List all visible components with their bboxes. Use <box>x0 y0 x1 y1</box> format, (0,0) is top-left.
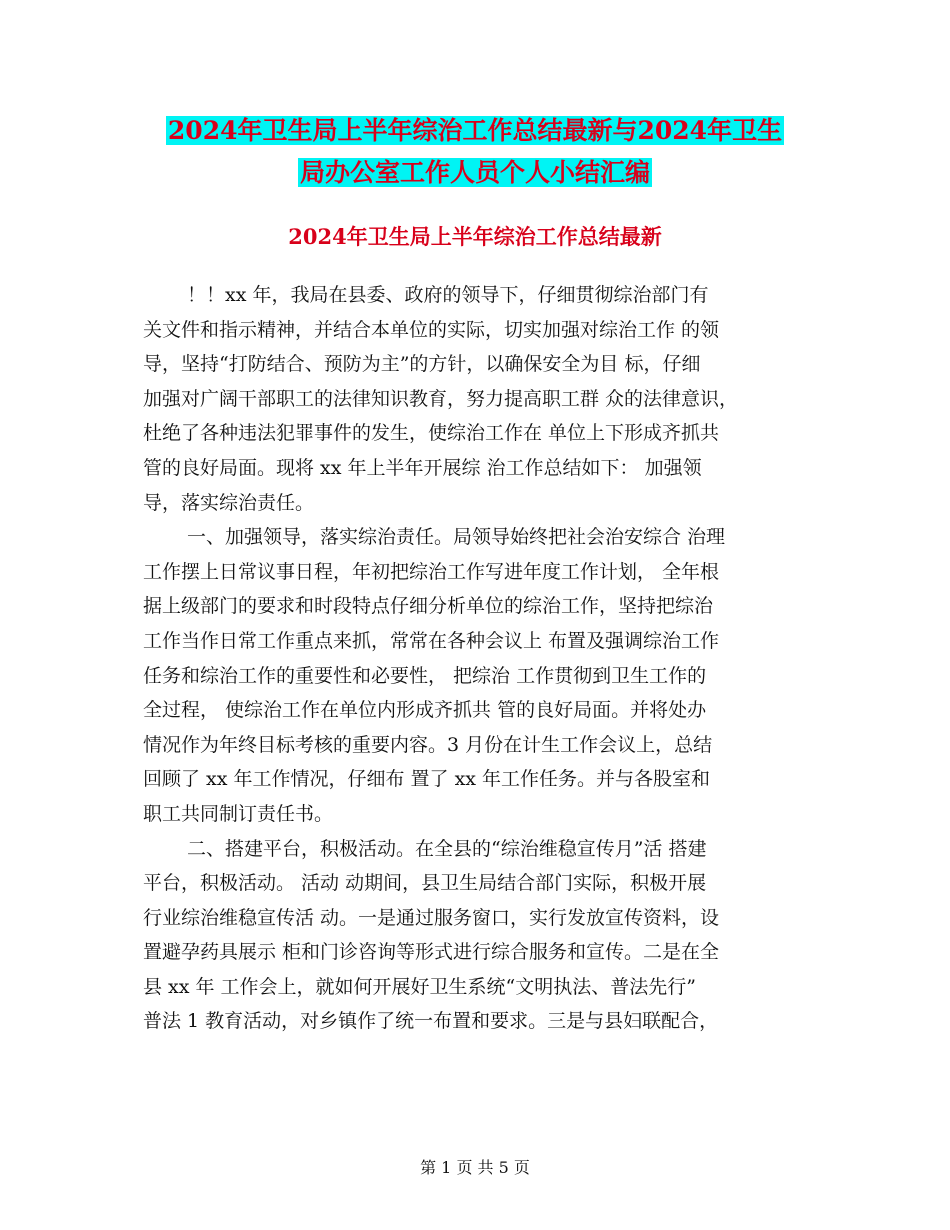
paragraph-line: 二、搭建平台，积极活动。在全县的“综治维稳宣传月”活 搭建 <box>187 837 707 860</box>
paragraph-line: 情况作为年终目标考核的重要内容。3 月份在计生工作会议上，总结 <box>143 733 713 756</box>
paragraph-line: 全过程， 使综治工作在单位内形成齐抓共 管的良好局面。并将处办 <box>143 699 707 722</box>
document-body <box>143 278 823 1039</box>
document-title-line-1 <box>0 114 950 148</box>
paragraph <box>143 832 823 1040</box>
paragraph <box>143 278 823 520</box>
paragraph-line: 职工共同制订责任书。 <box>143 802 334 825</box>
paragraph-line: 导，坚持“打防结合、预防为主”的方针，以确保安全为目 标，仔细 <box>143 353 701 376</box>
paragraph-line: 行业综治维稳宣传活 动。一是通过服务窗口，实行发放宣传资料，设 <box>143 906 720 929</box>
paragraph-line: 回顾了 xx 年工作情况，仔细布 置了 xx 年工作任务。并与各股室和 <box>143 768 711 791</box>
paragraph-line: 管的良好局面。现将 xx 年上半年开展综 治工作总结如下： 加强领 <box>143 456 702 479</box>
paragraph-line: 据上级部门的要求和时段特点仔细分析单位的综治工作，坚持把综治 <box>143 595 714 618</box>
paragraph-line: 工作当作日常工作重点来抓，常常在各种会议上 布置及强调综治工作 <box>143 629 720 652</box>
document-title-highlight-1: 2024年卫生局上半年综治工作总结最新与2024年卫生 <box>167 116 783 145</box>
paragraph-line: 工作摆上日常议事日程，年初把综治工作写进年度工作计划， 全年根 <box>143 560 720 583</box>
paragraph-line: ！！xx 年，我局在县委、政府的领导下，仔细贯彻综治部门有 <box>187 284 709 306</box>
section-title: 2024年卫生局上半年综治工作总结最新 <box>288 224 662 249</box>
paragraph-line: 县 xx 年 工作会上，就如何开展好卫生系统“文明执法、普法先行” <box>143 975 696 998</box>
paragraph-line: 杜绝了各种违法犯罪事件的发生，使综治工作在 单位上下形成齐抓共 <box>143 422 720 445</box>
document-title-highlight-2: 局办公室工作人员个人小结汇编 <box>299 158 650 187</box>
paragraph <box>143 520 823 831</box>
page-footer: 第 1 页 共 5 页 <box>420 1158 530 1177</box>
paragraph-line: 普法 1 教育活动，对乡镇作了统一布置和要求。三是与县妇联配合， <box>143 1010 719 1033</box>
paragraph-line: 关文件和指示精神，并结合本单位的实际，切实加强对综治工作 的领 <box>143 318 720 341</box>
paragraph-line: 一、加强领导，落实综治责任。局领导始终把社会治安综合 治理 <box>187 526 726 549</box>
paragraph-line: 置避孕药具展示 柜和门诊咨询等形式进行综合服务和宣传。二是在全 <box>143 941 720 964</box>
paragraph-line: 任务和综治工作的重要性和必要性， 把综治 工作贯彻到卫生工作的 <box>143 664 707 687</box>
paragraph-line: 平台，积极活动。 活动 动期间，县卫生局结合部门实际，积极开展 <box>143 872 707 895</box>
paragraph-line: 加强对广阔干部职工的法律知识教育，努力提高职工群 众的法律意识， <box>143 387 739 410</box>
paragraph-line: 导，落实综治责任。 <box>143 491 315 514</box>
document-title-line-2 <box>0 156 950 190</box>
